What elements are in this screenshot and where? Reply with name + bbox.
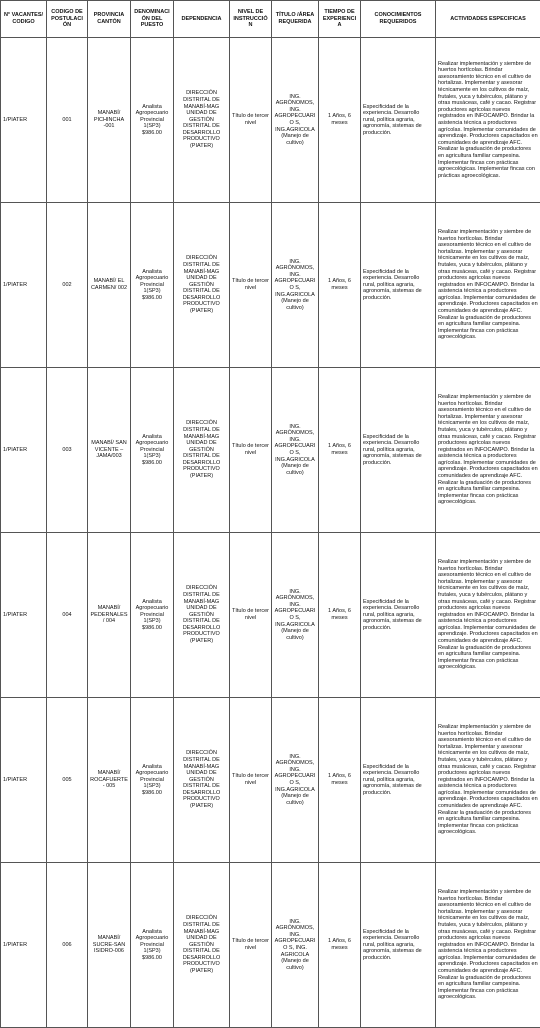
header-tiempo: TIEMPO DE EXPERIENCIA <box>319 1 361 38</box>
cell-tiempo: 1 Años, 6 meses <box>319 863 361 1028</box>
cell-codigo: 003 <box>47 368 88 533</box>
table-row <box>1 698 540 863</box>
cell-conocimientos: Especificidad de la experiencia. Desarrollo rural, política agraria, agronomía, sistemas de producción. <box>361 368 436 533</box>
cell-provincia: MANABÍ/ SAN VICENTE – JAMA/003 <box>88 368 131 533</box>
cell-conocimientos: Especificidad de la experiencia. Desarrollo rural, política agraria, agronomía, sistemas de producción. <box>361 203 436 368</box>
cell-conocimientos: Especificidad de la experiencia. Desarrollo rural, política agraria, agronomía, sistemas de producción. <box>361 698 436 863</box>
header-row <box>1 1 540 38</box>
cell-dependencia: DIRECCIÓN DISTRITAL DE MANABÍ-MAG UNIDAD DE GESTIÓN DISTRITAL DE DESARROLLO PRODUCTIVO (PIATER) <box>174 38 230 203</box>
cell-vacante: 1/PIATER <box>1 368 47 533</box>
cell-vacante: 1/PIATER <box>1 533 47 698</box>
cell-tiempo: 1 Años, 6 meses <box>319 533 361 698</box>
cell-vacante: 1/PIATER <box>1 698 47 863</box>
cell-provincia: MANABÍ/ EL CARMEN/ 002 <box>88 203 131 368</box>
cell-conocimientos: Especificidad de la experiencia. Desarrollo rural, política agraria, agronomía, sistemas de producción. <box>361 863 436 1028</box>
cell-denominacion: Analista Agropecuario Provincial 1(SP3) $986.00 <box>131 368 174 533</box>
cell-nivel: Título de tercer nivel <box>230 698 272 863</box>
cell-vacante: 1/PIATER <box>1 38 47 203</box>
cell-denominacion: Analista Agropecuario Provincial 1(SP3) $986.00 <box>131 698 174 863</box>
header-actividades: ACTIVIDADES ESPECIFICAS <box>436 1 540 38</box>
cell-nivel: Título de tercer nivel <box>230 533 272 698</box>
cell-dependencia: DIRECCIÓN DISTRITAL DE MANABÍ-MAG UNIDAD DE GESTIÓN DISTRITAL DE DESARROLLO PRODUCTIVO (PIATER) <box>174 863 230 1028</box>
table-row <box>1 533 540 698</box>
table-row <box>1 38 540 203</box>
cell-denominacion: Analista Agropecuario Provincial 1(SP3) $986.00 <box>131 863 174 1028</box>
cell-codigo: 004 <box>47 533 88 698</box>
header-vacantes: N° VACANTES/ CODIGO <box>1 1 47 38</box>
header-dependencia: DEPENDENCIA <box>174 1 230 38</box>
cell-actividades: Realizar implementación y siembre de huertos hortícolas. Brindar asesoramiento técnico en el cultivo de hortalizas. Implementar y asesorar técnicamente en los cultivos de maíz, frutales, yuca y tubérculos, plátano y otras musáceas, café y cacao. Registrar productores agrícolas nuevos registrados en INFOCAMPO. Brindar la asistencia técnica a productores agrícolas. Implementar comunidades de aprendizaje. Productores capacitados en comunidades de aprendizaje AFC. Realizar la graduación de productores en agricultura familiar campesina. Implementar fincas con prácticas agroecológicas. <box>436 698 540 863</box>
cell-dependencia: DIRECCIÓN DISTRITAL DE MANABÍ-MAG UNIDAD DE GESTIÓN DISTRITAL DE DESARROLLO PRODUCTIVO (PIATER) <box>174 203 230 368</box>
header-codigo: CODIGO DE POSTULACIÓN <box>47 1 88 38</box>
cell-nivel: Título de tercer nivel <box>230 203 272 368</box>
cell-actividades: Realizar implementación y siembre de huertos hortícolas. Brindar asesoramiento técnico en el cultivo de hortalizas. Implementar y asesorar técnicamente en los cultivos de maíz, frutales, yuca y tubérculos, plátano y otras musáceas, café y cacao. Registrar productores agrícolas nuevos registrados en INFOCAMPO. Brindar la asistencia técnica a productores agrícolas. Implementar comunidades de aprendizaje. Productores capacitados en comunidades de aprendizaje AFC. Realizar la graduación de productores en agricultura familiar campesina. Implementar fincas con prácticas agroecológicas. <box>436 368 540 533</box>
cell-tiempo: 1 Años, 6 meses <box>319 38 361 203</box>
cell-dependencia: DIRECCIÓN DISTRITAL DE MANABÍ-MAG UNIDAD DE GESTIÓN DISTRITAL DE DESARROLLO PRODUCTIVO (PIATER) <box>174 368 230 533</box>
cell-codigo: 006 <box>47 863 88 1028</box>
cell-actividades: Realizar implementación y siembre de huertos hortícolas. Brindar asesoramiento técnico en el cultivo de hortalizas. Implementar y asesorar técnicamente en los cultivos de maíz, frutales, yuca y tubérculos, plátano y otras musáceas, café y cacao. Registrar productores agrícolas nuevos registrados en INFOCAMPO. Brindar la asistencia técnica a productores agrícolas. Implementar comunidades de aprendizaje. Productores capacitados en comunidades de aprendizaje AFC. Realizar la graduación de productores en agricultura familiar campesina. Implementar fincas con prácticas agroecológicas. <box>436 203 540 368</box>
cell-denominacion: Analista Agropecuario Provincial 1(SP3) $986.00 <box>131 203 174 368</box>
table-row <box>1 203 540 368</box>
cell-titulo: ING. AGRÓNOMOS, ING. AGROPECUARIO S, ING.AGRICOLA (Manejo de cultivo) <box>272 698 319 863</box>
cell-denominacion: Analista Agropecuario Provincial 1(SP3) $986.00 <box>131 38 174 203</box>
cell-conocimientos: Especificidad de la experiencia. Desarrollo rural, política agraria, agronomía, sistemas de producción. <box>361 38 436 203</box>
cell-titulo: ING. AGRÓNOMOS, ING. AGROPECUARIO S, ING.AGRICOLA (Manejo de cultivo) <box>272 533 319 698</box>
cell-vacante: 1/PIATER <box>1 203 47 368</box>
table-row <box>1 863 540 1028</box>
cell-vacante: 1/PIATER <box>1 863 47 1028</box>
cell-nivel: Título de tercer nivel <box>230 38 272 203</box>
cell-conocimientos: Especificidad de la experiencia. Desarrollo rural, política agraria, agronomía, sistemas de producción. <box>361 533 436 698</box>
cell-codigo: 002 <box>47 203 88 368</box>
header-provincia: PROVINCIA CANTÓN <box>88 1 131 38</box>
cell-titulo: ING. AGRÓNOMOS, ING. AGROPECUARIO S, ING.AGRICOLA (Manejo de cultivo) <box>272 203 319 368</box>
cell-provincia: MANABÍ/ PICHINCHA -001 <box>88 38 131 203</box>
cell-dependencia: DIRECCIÓN DISTRITAL DE MANABÍ-MAG UNIDAD DE GESTIÓN DISTRITAL DE DESARROLLO PRODUCTIVO (PIATER) <box>174 698 230 863</box>
header-denominacion: DENOMINACI ÓN DEL PUESTO <box>131 1 174 38</box>
cell-nivel: Título de tercer nivel <box>230 863 272 1028</box>
cell-titulo: ING. AGRÓNOMOS, ING. AGROPECUARIO S, ING.AGRICOLA (Manejo de cultivo) <box>272 368 319 533</box>
cell-actividades: Realizar implementación y siembre de huertos hortícolas. Brindar asesoramiento técnico en el cultivo de hortalizas. Implementar y asesorar técnicamente en los cultivos de maíz, frutales, yuca y tubérculos, plátano y otras musáceas, café y cacao. Registrar productores agrícolas nuevos registrados en INFOCAMPO. Brindar la asistencia técnica a productores agrícolas. Implementar comunidades de aprendizaje. Productores capacitados en comunidades de aprendizaje AFC. Realizar la graduación de productores en agricultura familiar campesina. Implementar fincas con prácticas agroecológicas. Implementar fincas con prácticas agroecológicas. <box>436 38 540 203</box>
cell-tiempo: 1 Años, 6 meses <box>319 203 361 368</box>
cell-codigo: 001 <box>47 38 88 203</box>
cell-nivel: Título de tercer nivel <box>230 368 272 533</box>
cell-denominacion: Analista Agropecuario Provincial 1(SP3) $986.00 <box>131 533 174 698</box>
header-nivel: NIVEL DE INSTRUCCIÓN <box>230 1 272 38</box>
cell-titulo: ING. AGRÓNOMOS, ING. AGROPECUARIO S, ING.AGRICOLA (Manejo de cultivo) <box>272 38 319 203</box>
header-titulo: TÍTULO /ÁREA REQUERIDA <box>272 1 319 38</box>
cell-tiempo: 1 Años, 6 meses <box>319 368 361 533</box>
cell-titulo: ING. AGRÓNOMOS, ING. AGROPECUARIO S, ING. AGRICOLA (Manejo de cultivo) <box>272 863 319 1028</box>
cell-provincia: MANABÍ/ ROCAFUERTE- 005 <box>88 698 131 863</box>
table-row <box>1 368 540 533</box>
cell-actividades: Realizar implementación y siembre de huertos hortícolas. Brindar asesoramiento técnico en el cultivo de hortalizas. Implementar y asesorar técnicamente en los cultivos de maíz, frutales, yuca y tubérculos, plátano y otras musáceas, café y cacao. Registrar productores agrícolas nuevos registrados en INFOCAMPO. Brindar la asistencia técnica a productores agrícolas. Implementar comunidades de aprendizaje. Productores capacitados en comunidades de aprendizaje AFC. Realizar la graduación de productores en agricultura familiar campesina. Implementar fincas con prácticas agroecológicas. <box>436 863 540 1028</box>
header-conocimientos: CONOCIMIENTOS REQUERIDOS <box>361 1 436 38</box>
cell-provincia: MANABÍ/ SUCRE-SAN ISIDRO-006 <box>88 863 131 1028</box>
cell-actividades: Realizar implementación y siembre de huertos hortícolas. Brindar asesoramiento técnico en el cultivo de hortalizas. Implementar y asesorar técnicamente en los cultivos de maíz, frutales, yuca y tubérculos, plátano y otras musáceas, café y cacao. Registrar productores agrícolas nuevos registrados en INFOCAMPO. Brindar la asistencia técnica a productores agrícolas. Implementar comunidades de aprendizaje. Productores capacitados en comunidades de aprendizaje AFC. Realizar la graduación de productores en agricultura familiar campesina. Implementar fincas con prácticas agroecológicas. <box>436 533 540 698</box>
table-body <box>1 38 540 1028</box>
cell-tiempo: 1 Años, 6 meses <box>319 698 361 863</box>
cell-codigo: 005 <box>47 698 88 863</box>
cell-provincia: MANABÍ/ PEDERNALES/ 004 <box>88 533 131 698</box>
cell-dependencia: DIRECCIÓN DISTRITAL DE MANABÍ-MAG UNIDAD DE GESTIÓN DISTRITAL DE DESARROLLO PRODUCTIVO (PIATER) <box>174 533 230 698</box>
